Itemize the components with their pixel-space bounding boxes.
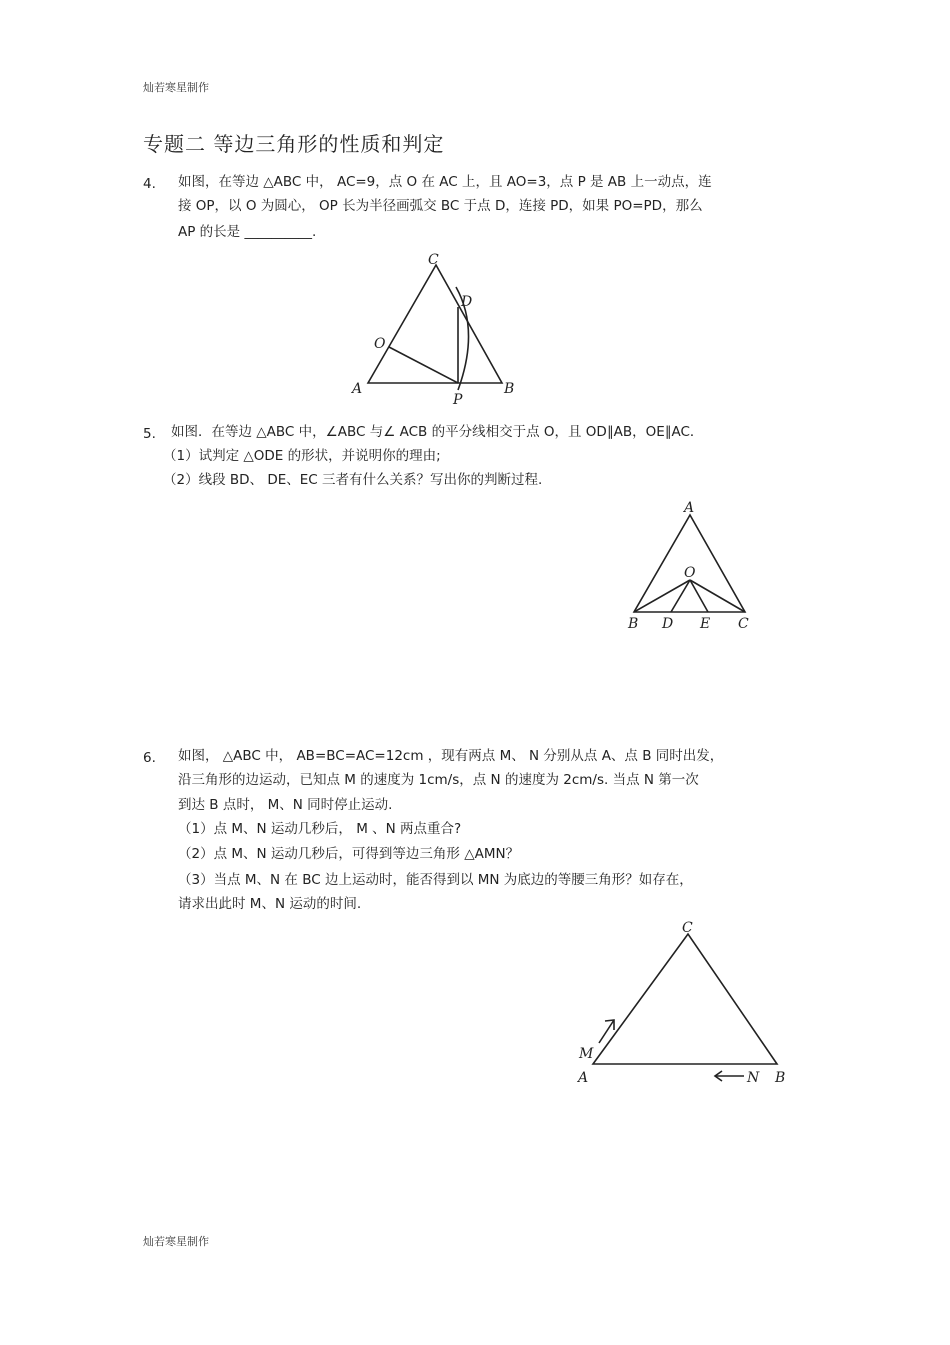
label-c: C bbox=[738, 616, 749, 632]
label-o: O bbox=[684, 565, 696, 581]
question-text-line: 沿三角形的边运动，已知点 M 的速度为 1cm/s，点 N 的速度为 2cm/s. 当点 N 第一次 bbox=[178, 772, 699, 788]
question-text-line: （3）当点 M、N 在 BC 边上运动时，能否得到以 MN 为底边的等腰三角形？如存在， bbox=[178, 872, 693, 888]
label-m: M bbox=[579, 1046, 594, 1062]
label-n: N bbox=[747, 1070, 760, 1086]
label-a: A bbox=[578, 1070, 589, 1086]
question-text-line: 如图，在等边 △ABC 中， AC=9，点 O 在 AC 上，且 AO=3，点 P 是 AB 上一动点，连 bbox=[178, 174, 712, 190]
question-text-line: （2）点 M、N 运动几秒后，可得到等边三角形 △AMN？ bbox=[178, 846, 520, 862]
label-e: E bbox=[700, 616, 711, 632]
label-a: A bbox=[684, 500, 695, 516]
question-text-line: （2）线段 BD、 DE、EC 三者有什么关系？写出你的判断过程. bbox=[163, 472, 543, 488]
label-b: B bbox=[504, 381, 515, 397]
label-c: C bbox=[682, 920, 693, 936]
question-text-line: 如图．在等边 △ABC 中，∠ABC 与∠ ACB 的平分线相交于点 O，且 OD∥AB，OE∥AC． bbox=[171, 424, 704, 440]
triangle-abc bbox=[593, 934, 777, 1064]
label-o: O bbox=[374, 336, 386, 352]
page-footer: 灿若寒星制作 bbox=[143, 1235, 209, 1248]
label-a: A bbox=[352, 381, 363, 397]
question-text-line: （1）试判定 △ODE 的形状，并说明你的理由; bbox=[163, 448, 441, 464]
question-text-line: 接 OP，以 O 为圆心， OP 长为半径画弧交 BC 于点 D，连接 PD，如果 PO=PD，那么 bbox=[178, 198, 703, 214]
page-header: 灿若寒星制作 bbox=[143, 81, 209, 94]
label-d: D bbox=[461, 294, 473, 310]
question-number: 5. bbox=[143, 426, 156, 442]
label-d: D bbox=[662, 616, 674, 632]
label-b: B bbox=[775, 1070, 786, 1086]
label-b: B bbox=[628, 616, 639, 632]
label-p: P bbox=[453, 392, 463, 408]
question-text-line: AP 的长是 __________. bbox=[178, 224, 317, 240]
question-text-line: 到达 B 点时， M、N 同时停止运动. bbox=[178, 797, 393, 813]
question-text-line: （1）点 M、N 运动几秒后， M 、N 两点重合? bbox=[178, 821, 462, 837]
question-number: 4. bbox=[143, 176, 156, 192]
question-number: 6. bbox=[143, 750, 156, 766]
section-title: 专题二 等边三角形的性质和判定 bbox=[143, 132, 445, 156]
label-c: C bbox=[428, 252, 439, 268]
question-text-line: 如图， △ABC 中， AB=BC=AC=12cm ，现有两点 M、 N 分别从点 A、点 B 同时出发， bbox=[178, 748, 724, 764]
question-text-line: 请求出此时 M、N 运动的时间. bbox=[178, 896, 362, 912]
